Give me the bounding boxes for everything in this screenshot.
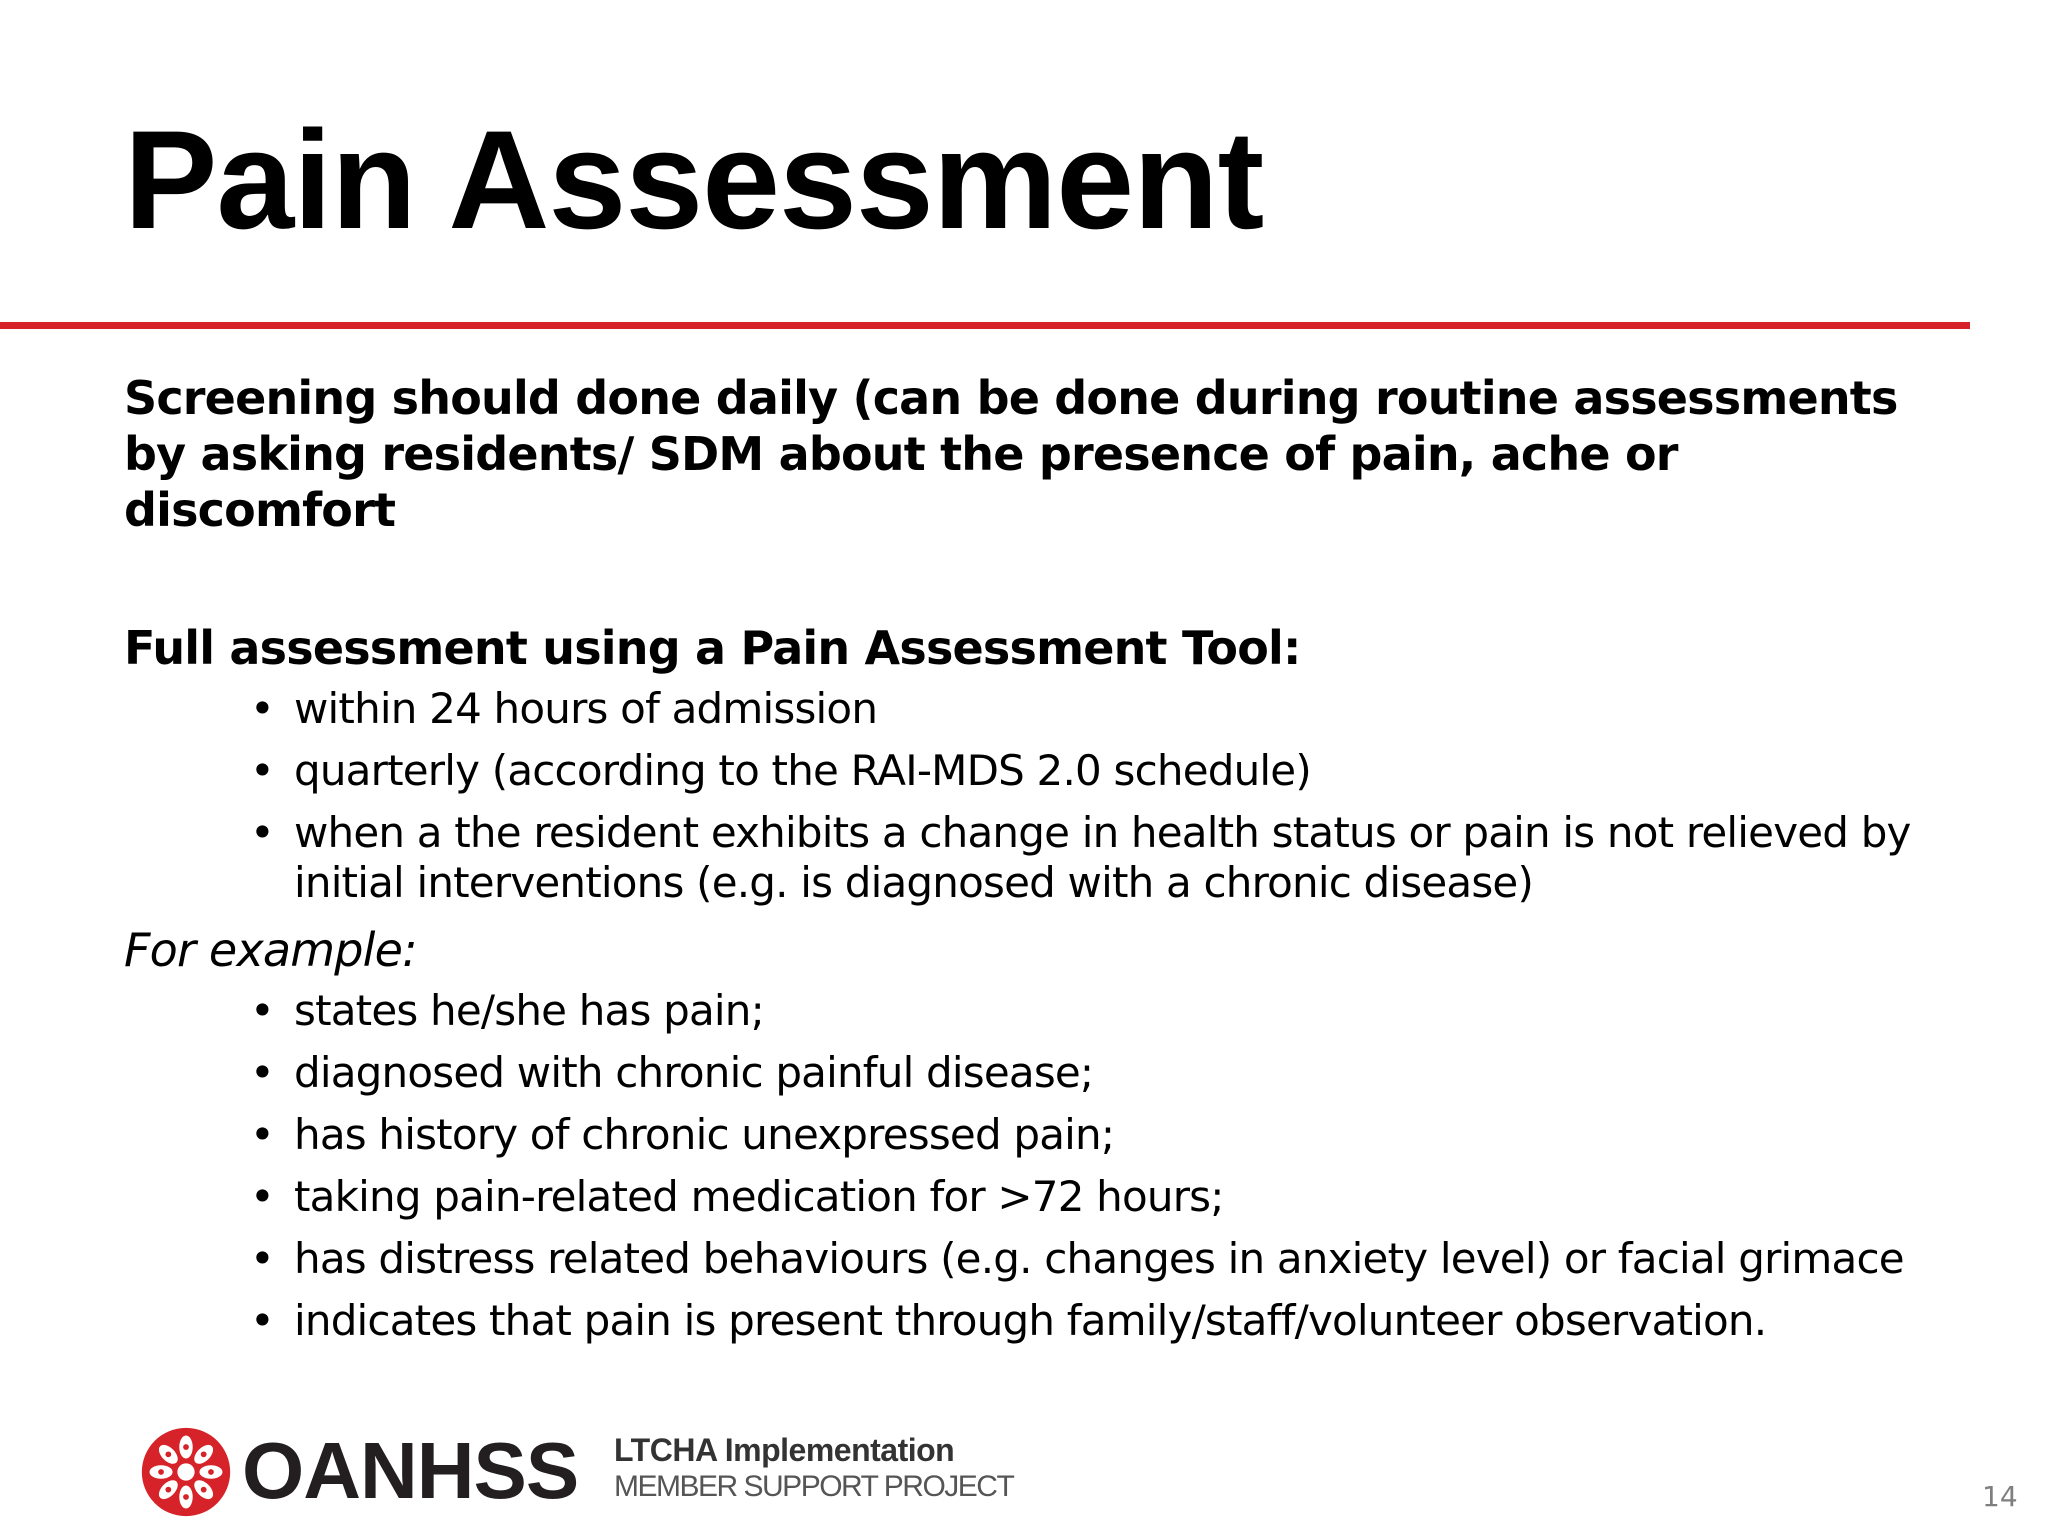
list-item <box>250 684 1954 734</box>
slide-body <box>124 370 1954 1358</box>
bullet-icon: • <box>250 1234 274 1283</box>
bullet-icon: • <box>250 684 274 733</box>
bullet-icon: • <box>250 1172 274 1221</box>
bullet-icon: • <box>250 1048 274 1097</box>
list-item <box>250 746 1954 796</box>
bullet-icon: • <box>250 746 274 795</box>
list-item-text: states he/she has pain; <box>294 986 764 1035</box>
example-heading: For example: <box>124 923 417 977</box>
footer <box>138 1420 2038 1530</box>
bullet-icon: • <box>250 1296 274 1345</box>
list-item <box>250 986 1954 1036</box>
list-item-text: when a the resident exhibits a change in health status or pain is not relieved by initial interventions (e.g. is diagnosed with a chronic disease) <box>294 808 1911 907</box>
list-item-text: indicates that pain is present through family/staff/volunteer observation. <box>294 1296 1767 1345</box>
page-number: 14 <box>1982 1480 2018 1513</box>
list-item-text: within 24 hours of admission <box>294 684 878 733</box>
example-list <box>124 986 1954 1346</box>
list-item <box>250 1048 1954 1098</box>
bullet-icon: • <box>250 986 274 1035</box>
screening-text: Screening should done daily (can be done during routine assessments by asking residents/ SDM about the presence of pain, ache or discomfort <box>124 371 1898 537</box>
project-subtitle: MEMBER SUPPORT PROJECT <box>614 1470 1014 1503</box>
list-item <box>250 1234 1954 1284</box>
list-item <box>250 808 1954 908</box>
list-item <box>250 1110 1954 1160</box>
list-item-text: diagnosed with chronic painful disease; <box>294 1048 1094 1097</box>
title-divider <box>0 322 1970 329</box>
oanhss-flower-logo-icon <box>138 1424 234 1520</box>
list-item-text: taking pain-related medication for >72 hours; <box>294 1172 1224 1221</box>
slide-title: Pain Assessment <box>124 101 1264 258</box>
bullet-icon: • <box>250 1110 274 1159</box>
list-item <box>250 1172 1954 1222</box>
project-title: LTCHA Implementation <box>614 1432 955 1468</box>
bullet-icon: • <box>250 808 274 857</box>
list-item-text: quarterly (according to the RAI-MDS 2.0 schedule) <box>294 746 1311 795</box>
full-assessment-heading: Full assessment using a Pain Assessment Tool: <box>124 621 1301 675</box>
oanhss-logo-text: OANHSS <box>242 1426 579 1515</box>
list-item-text: has distress related behaviours (e.g. changes in anxiety level) or facial grimace <box>294 1234 1904 1283</box>
list-item <box>250 1296 1954 1346</box>
full-assessment-list <box>124 684 1954 908</box>
list-item-text: has history of chronic unexpressed pain; <box>294 1110 1115 1159</box>
